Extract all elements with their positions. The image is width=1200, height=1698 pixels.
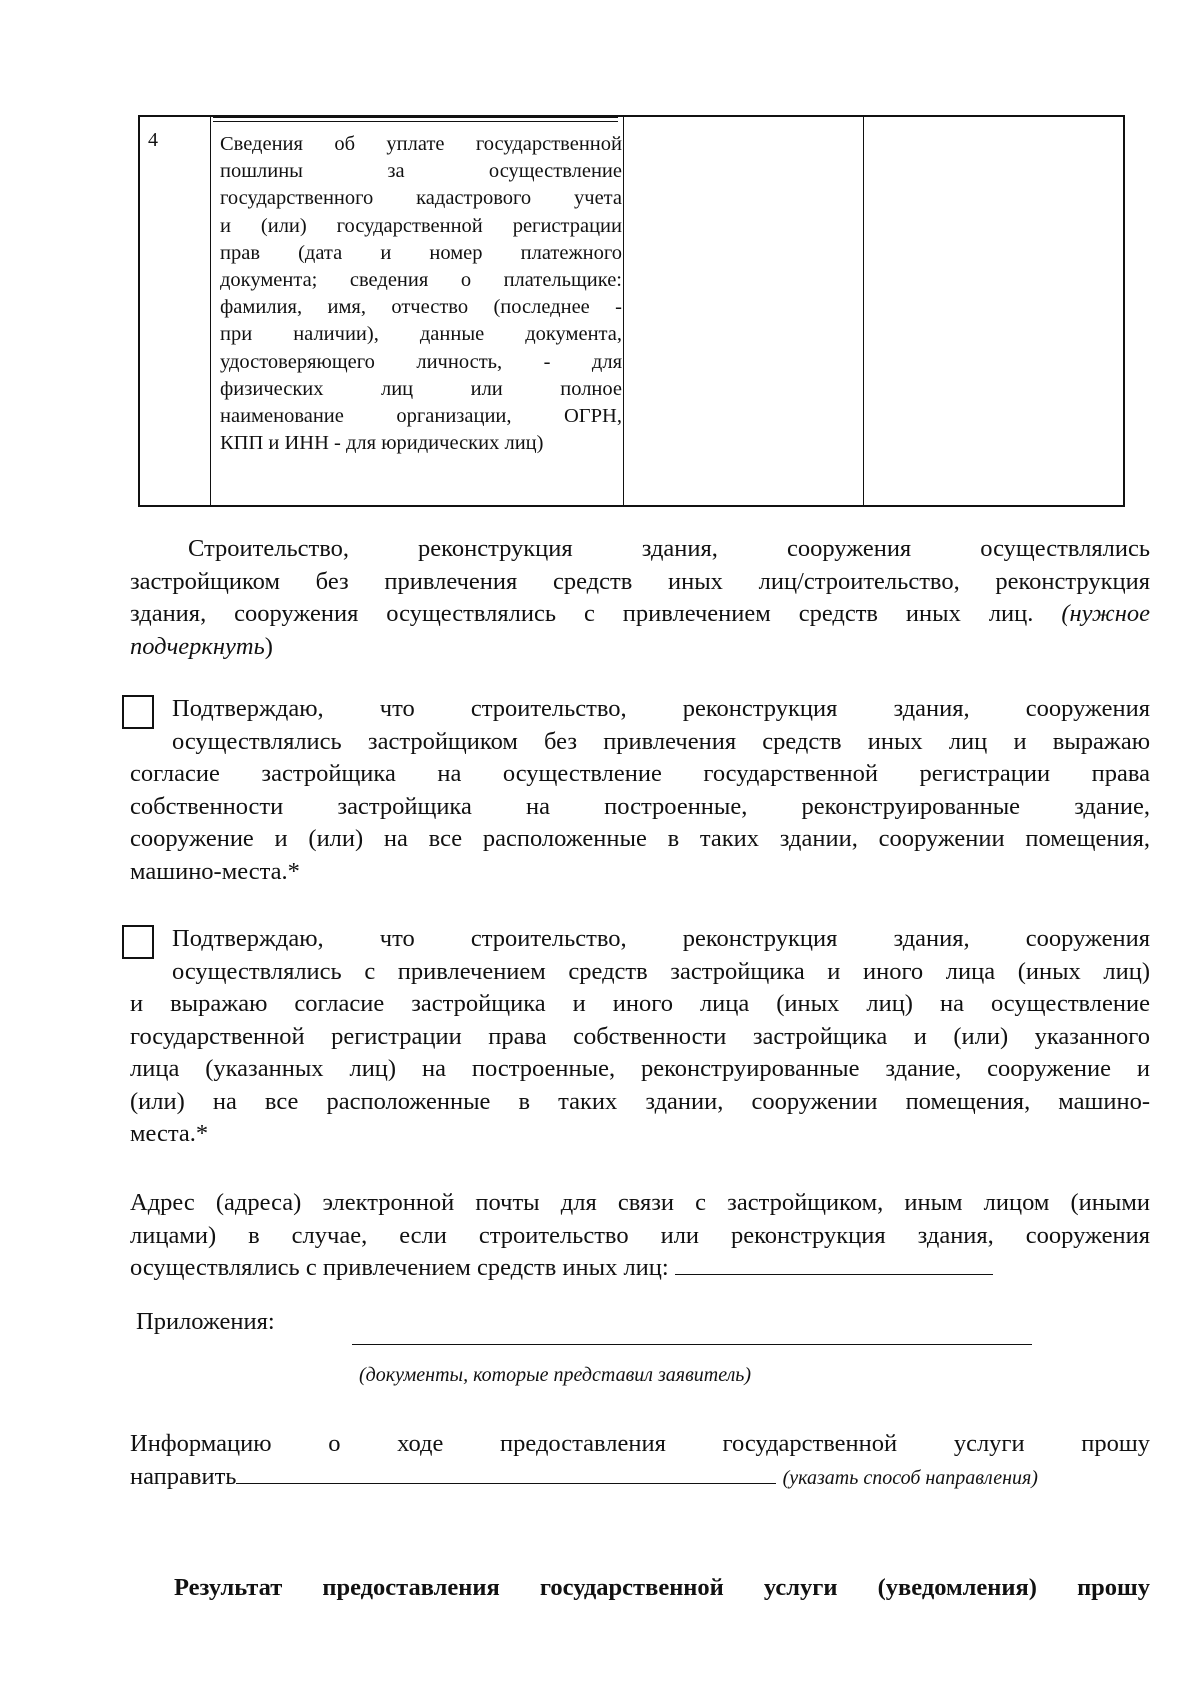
confirm-attracted-funds-text (130, 923, 1150, 1151)
email-paragraph (130, 1187, 1150, 1285)
info-paragraph (130, 1428, 1150, 1494)
paragraph-line: места.* (130, 1120, 209, 1147)
paragraph-line (130, 631, 1150, 664)
cell-top-rule (213, 117, 618, 118)
email-label: осуществлялись с привлечением средств иных лиц: (130, 1254, 669, 1281)
cell-line: при наличии), данные документа, (220, 323, 622, 346)
cell-line: Сведения об уплате государственной (220, 133, 622, 155)
paragraph-line: машино-места.* (130, 857, 300, 885)
underline-instruction: подчеркнуть (130, 632, 265, 660)
row-number: 4 (148, 129, 158, 151)
paragraph-line: застройщиком без привлечения средств иных лиц/строительство, реконструкция (130, 567, 1150, 595)
paragraph-line (130, 1252, 1150, 1285)
cell-line: удостоверяющего личность, - для (220, 350, 622, 373)
paragraph-line: Подтверждаю, что строительство, реконструкция здания, сооружения (172, 695, 1150, 722)
paragraph-line: собственности застройщика на построенные, реконструированные здание, (130, 792, 1150, 820)
cell-top-rule (213, 121, 618, 122)
paragraph-line: государственной регистрации права собственности застройщика и (или) указанного (130, 1022, 1150, 1050)
cell-line: физических лиц или полное (220, 377, 622, 400)
paragraph-line: согласие застройщика на осуществление государственной регистрации права (130, 760, 1150, 787)
paragraph-line: лица (указанных лиц) на построенные, реконструированные здание, сооружение и (130, 1055, 1150, 1082)
paragraph-line: осуществлялись застройщиком без привлечения средств иных лиц и выражаю (172, 727, 1150, 755)
paragraph-line: сооружение и (или) на все расположенные в таких здании, сооружении помещения, (130, 825, 1150, 852)
attachments-hint: (документы, которые представил заявитель) (359, 1364, 752, 1386)
paragraph-line: осуществлялись с привлечением средств застройщика и иного лица (иных лиц) (172, 957, 1150, 985)
table-column-divider (863, 117, 864, 505)
table-column-divider (623, 117, 624, 505)
paragraph-line: Результат предоставления государственной услуги (уведомления) прошу (174, 1574, 1150, 1601)
table-column-divider (210, 117, 211, 505)
confirm-own-funds-text (130, 693, 1150, 888)
paragraph-text: ) (264, 632, 273, 660)
info-method-hint: (указать способ направления) (782, 1466, 1038, 1489)
underline-instruction: (нужное (1061, 600, 1150, 627)
paragraph-line: и выражаю согласие застройщика и иного лица (иных лиц) на осуществление (130, 990, 1150, 1017)
fee-payment-description (220, 131, 622, 457)
paragraph-line: (или) на все расположенные в таких здании, сооружении помещения, машино- (130, 1087, 1150, 1115)
paragraph-line: Информацию о ходе предоставления государственной услуги прошу (130, 1430, 1150, 1457)
cell-line: фамилия, имя, отчество (последнее - (220, 296, 622, 319)
email-input-line[interactable] (675, 1254, 993, 1275)
cell-line: государственного кадастрового учета (220, 187, 622, 210)
attachments-input-line[interactable] (352, 1344, 1032, 1345)
cell-line: наименование организации, ОГРН, (220, 404, 622, 427)
paragraph-line: Адрес (адреса) электронной почты для связи с застройщиком, иным лицом (иными (130, 1189, 1150, 1216)
info-label: направить (130, 1462, 237, 1490)
cell-line: документа; сведения о плательщике: (220, 268, 622, 291)
result-paragraph (130, 1572, 1150, 1605)
construction-paragraph (130, 533, 1150, 663)
paragraph-text: здания, сооружения осуществлялись с привлечением средств иных лиц. (130, 600, 1034, 627)
attachments-label: Приложения: (136, 1308, 275, 1335)
fee-payment-table (138, 115, 1125, 507)
paragraph-line: Подтверждаю, что строительство, реконструкция здания, сооружения (172, 925, 1150, 952)
paragraph-line: Строительство, реконструкция здания, сооружения осуществлялись (188, 535, 1150, 562)
paragraph-line (130, 1461, 1150, 1495)
cell-line: пошлины за осуществление (220, 160, 622, 183)
cell-line: прав (дата и номер платежного (220, 241, 622, 264)
cell-line: КПП и ИНН - для юридических лиц) (220, 432, 544, 455)
paragraph-line: лицами) в случае, если строительство или реконструкция здания, сооружения (130, 1221, 1150, 1249)
cell-line: и (или) государственной регистрации (220, 214, 622, 237)
paragraph-line (130, 598, 1150, 631)
info-method-input-line[interactable] (236, 1461, 776, 1484)
